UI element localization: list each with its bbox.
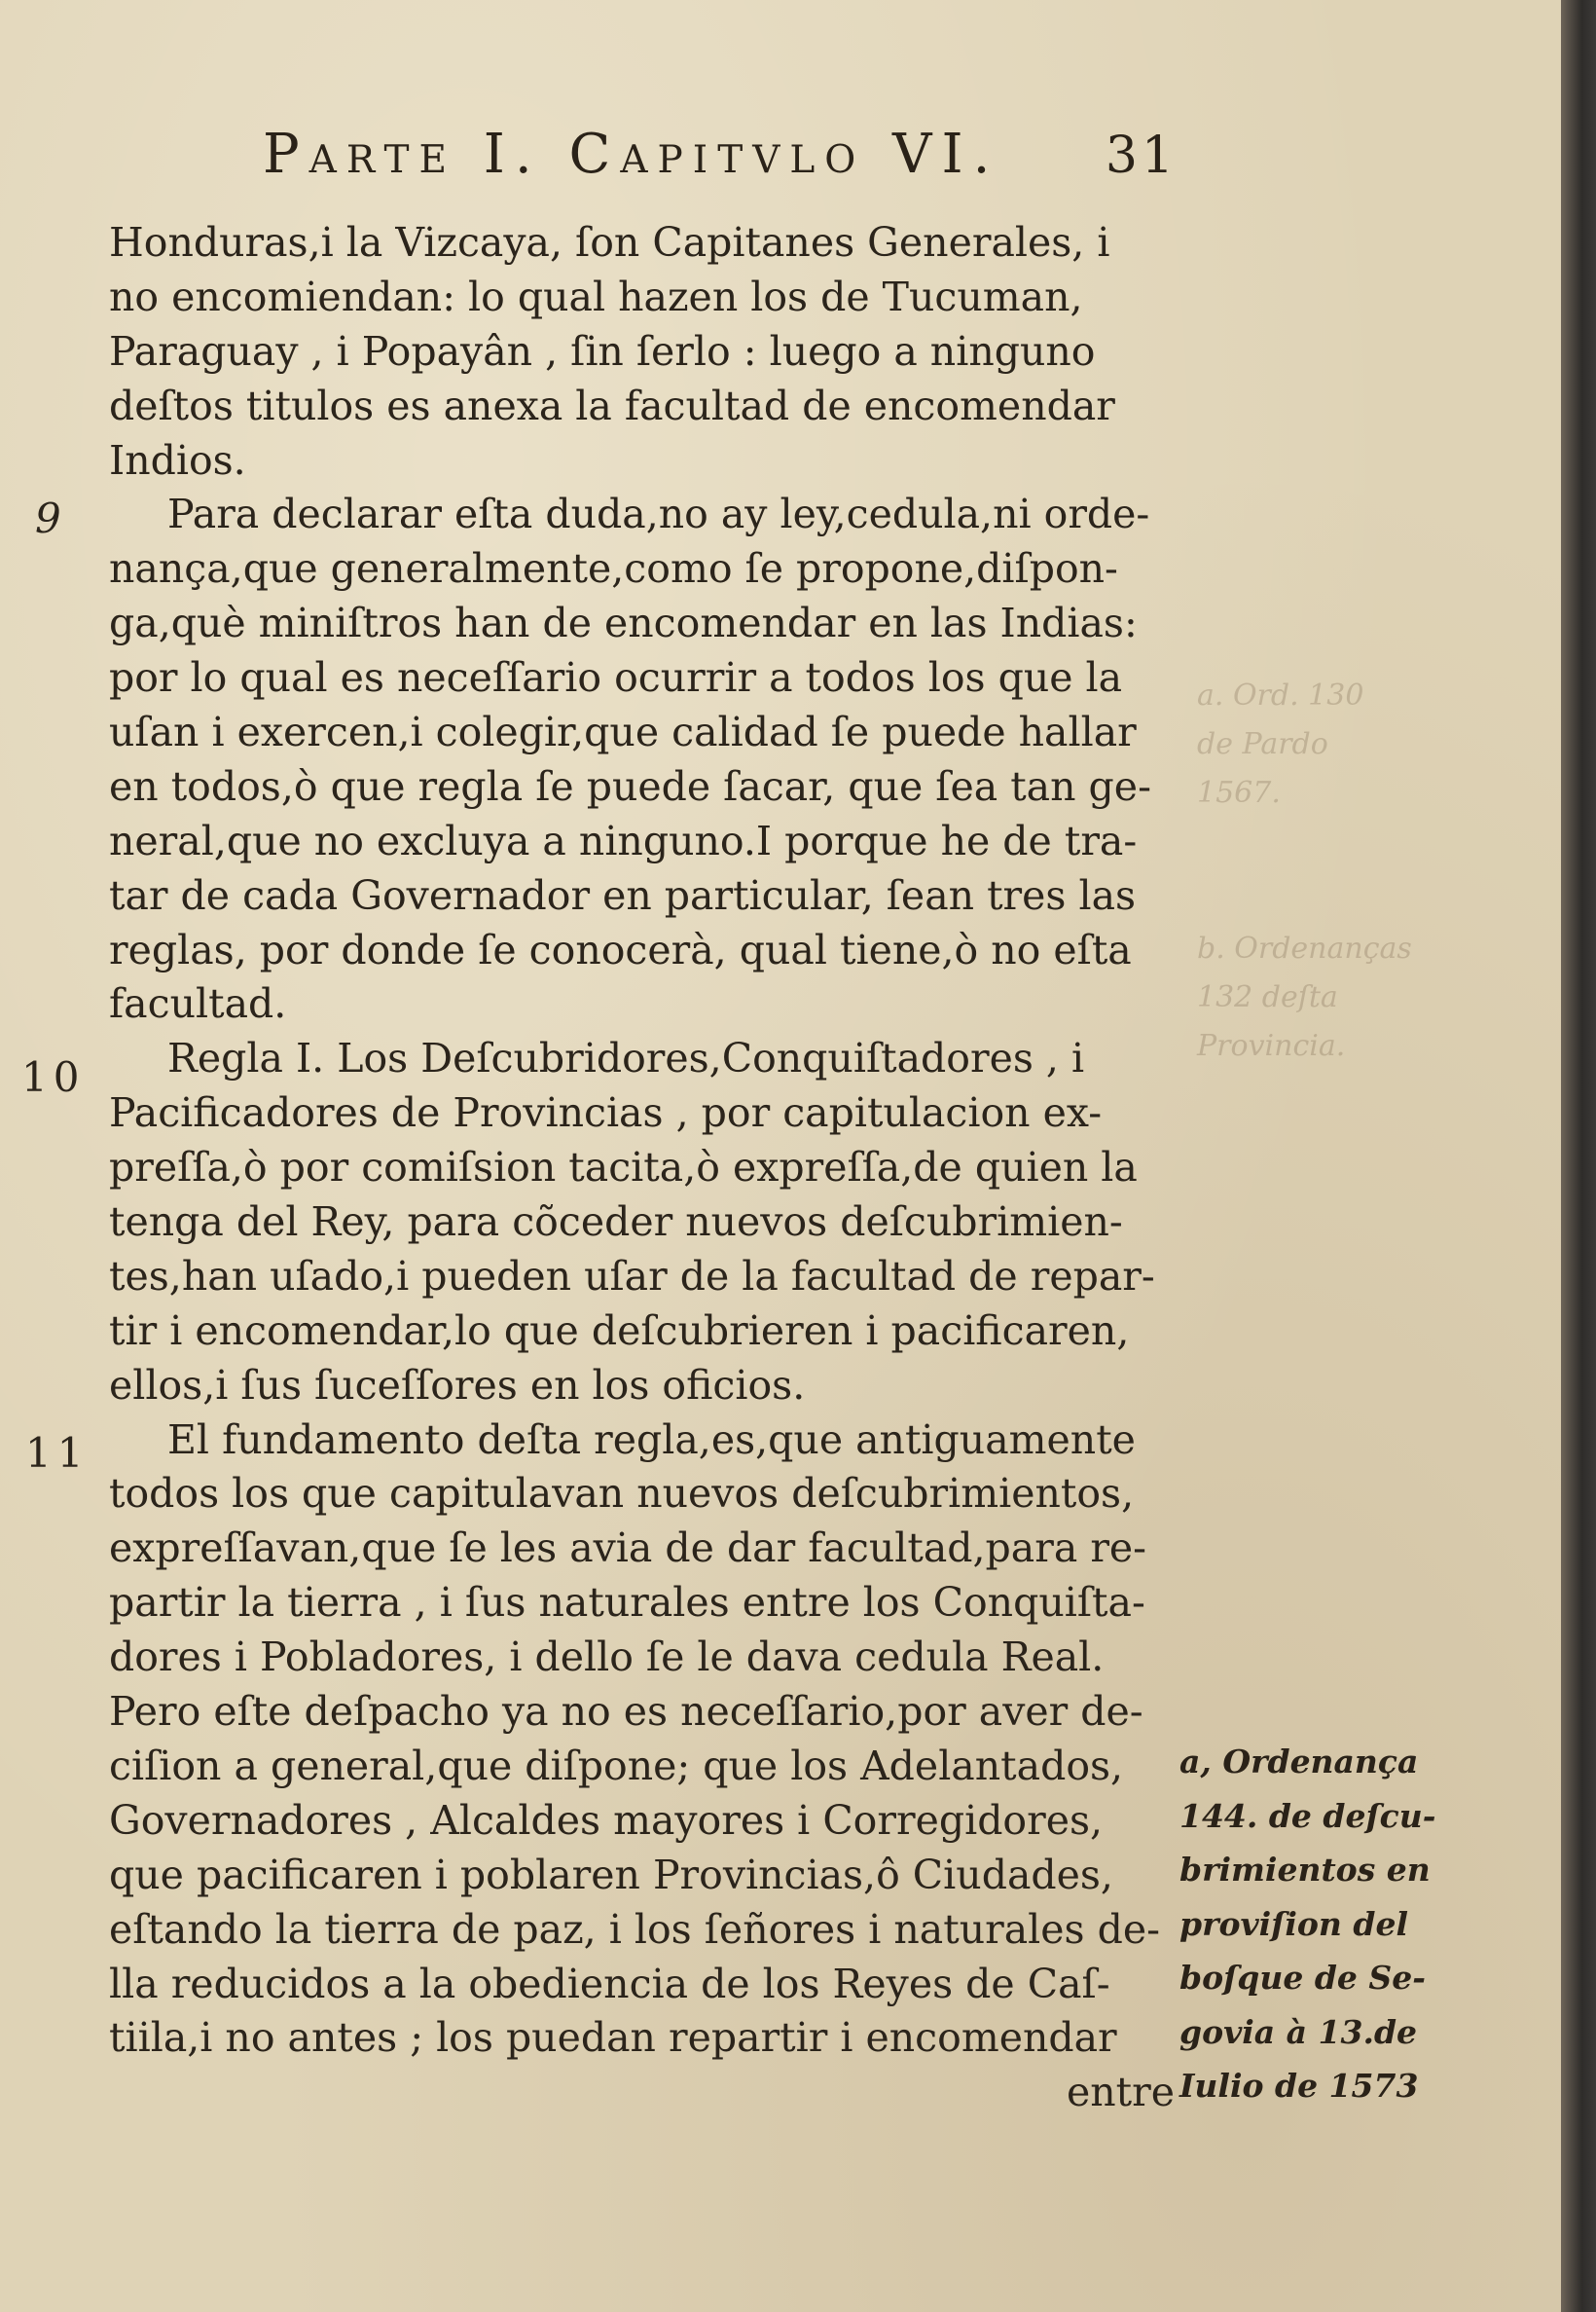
text-line: lla reducidos a la obediencia de los Reyes de Caſ- [109,1960,1110,2007]
text-line: dores i Pobladores, i dello ſe le dava cedula Real. [109,1633,1105,1681]
body-text [109,216,1175,2120]
running-head [263,123,1178,201]
chapter-title: Parte I. Capitvlo VI. [263,123,1000,186]
page-number: 31 [1105,127,1178,185]
text-line: partir la tierra , i ſus naturales entre los Conquiſta- [109,1579,1145,1627]
margin-note-line: govia à 13.de [1179,2012,1418,2051]
paragraph-number-10: 10 [21,1053,86,1101]
text-line: facultad. [109,980,287,1028]
bleed-through-text: b. Ordenanças 132 deſta Provincia. [1197,932,1412,1063]
text-line: deſtos titulos es anexa la facultad de encomendar [109,382,1115,429]
margin-note [1179,1735,1462,2113]
text-line: en todos,ò que regla ſe puede ſacar, que ſea tan ge- [109,762,1151,810]
text-line: tenga del Rey, para cõceder nuevos deſcubrimien- [109,1198,1123,1246]
text-line: Para declarar eſta duda,no ay ley,cedula,ni orde- [167,491,1150,538]
bleed-through-text: a. Ord. 130 de Pardo 1567. [1197,679,1364,810]
text-line: tir i encomendar,lo que deſcubrieren i pacificaren, [109,1306,1130,1354]
text-line: Governadores , Alcaldes mayores i Corregidores, [109,1796,1104,1844]
margin-note-line: a, Ordenança [1179,1743,1419,1780]
paragraph-number-9: 9 [35,495,61,542]
text-line: Indios. [109,436,246,484]
text-line: eſtando la tierra de paz, i los ſeñores i naturales de- [109,1905,1160,1953]
margin-note-line: boſque de Se- [1179,1959,1426,1997]
text-line: Honduras,i la Vizcaya, ſon Capitanes Generales, i [109,219,1110,266]
text-line: nança,que generalmente,como ſe propone,diſpon- [109,545,1118,593]
paragraph-number-11: 11 [25,1429,90,1477]
catchword: entre [1066,2069,1175,2116]
text-line: todos los que capitulavan nuevos deſcubrimientos, [109,1470,1135,1518]
text-line: preſſa,ò por comiſsion tacita,ò expreſſa,de quien la [109,1144,1138,1192]
text-line: tes,han uſado,i pueden uſar de la facultad de repar- [109,1252,1155,1300]
text-line: Paraguay , i Popayân , ſin ſerlo : luego a ninguno [109,327,1096,375]
margin-note-line: proviſion del [1179,1904,1409,1943]
margin-note-line: Iulio de 1573 [1179,2067,1419,2105]
text-line: uſan i exercen,i colegir,que calidad ſe puede hallar [109,709,1137,756]
text-line: por lo qual es neceſſario ocurrir a todos los que la [109,654,1123,702]
text-line: Regla I. Los Deſcubridores,Conquiſtadores , i [167,1035,1085,1083]
text-line: no encomiendan: lo qual hazen los de Tucuman, [109,273,1083,320]
text-line: ciſion a general,que diſpone; que los Adelantados, [109,1742,1124,1789]
text-line: que pacificaren i poblaren Provincias,ô Ciudades, [109,1851,1113,1898]
margin-note-line: brimientos en [1179,1851,1431,1889]
text-line: ga,què miniſtros han de encomendar en las Indias: [109,600,1138,647]
text-line: ellos,i ſus ſuceſſores en los oficios. [109,1361,806,1409]
book-spine-shadow [1561,0,1596,2312]
text-line: El fundamento deſta regla,es,que antiguamente [167,1415,1136,1463]
text-line: expreſſavan,que ſe les avia de dar facultad,para re- [109,1524,1147,1572]
text-line: neral,que no excluya a ninguno.I porque he de tra- [109,817,1138,864]
margin-note-line: 144. de deſcu- [1179,1796,1436,1835]
text-line: Pero eſte deſpacho ya no es neceſſario,por aver de- [109,1688,1143,1736]
text-line: Pacificadores de Provincias , por capitulacion ex- [109,1089,1103,1137]
text-line: tar de cada Governador en particular, ſean tres las [109,871,1137,919]
text-line: reglas, por donde ſe conocerà, qual tiene,ò no eſta [109,926,1132,973]
text-line: tiila,i no antes ; los puedan repartir i encomendar [109,2014,1117,2062]
